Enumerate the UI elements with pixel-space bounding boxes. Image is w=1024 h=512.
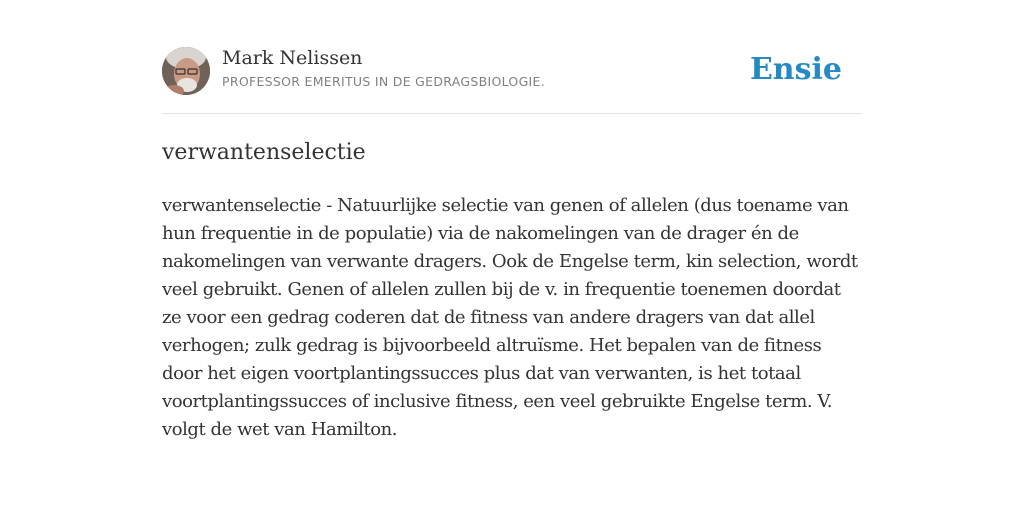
avatar-portrait-icon bbox=[162, 47, 210, 95]
author-name[interactable]: Mark Nelissen bbox=[222, 47, 363, 69]
avatar[interactable] bbox=[162, 47, 210, 95]
author-subtitle: PROFESSOR EMERITUS IN DE GEDRAGSBIOLOGIE. bbox=[222, 74, 546, 89]
entry-title: verwantenselectie bbox=[162, 140, 366, 165]
entry-body: verwantenselectie - Natuurlijke selectie van genen of allelen (dus toename van hun frequentie in de populatie) via de nakomelingen van de drager én de nakomelingen van verwante dragers. Ook de Engelse term, kin selection, wordt veel gebruikt. Genen of allelen zullen bij de v. in frequentie toenemen doordat ze voor een gedrag coderen dat de fitness van andere dragers van dat allel verhogen; zulk gedrag is bijvoorbeeld altruïsme. Het bepalen van de fitness door het eigen voortplantingssucces plus dat van verwanten, is het totaal voortplantingssucces of inclusive fitness, een veel gebruikte Engelse term. V. volgt de wet van Hamilton. bbox=[162, 195, 858, 440]
brand-logo[interactable]: Ensie bbox=[749, 52, 842, 87]
author-header bbox=[162, 44, 862, 114]
entry-card bbox=[162, 44, 862, 444]
